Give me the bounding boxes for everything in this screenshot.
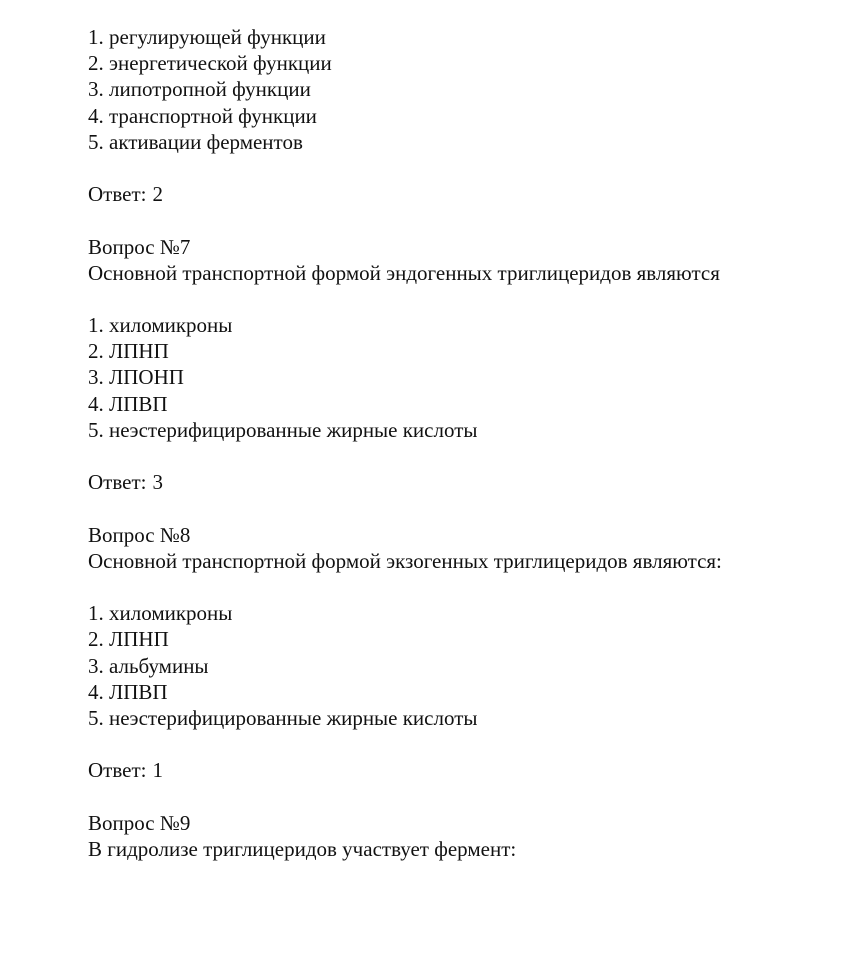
question-label: Вопрос №7: [88, 234, 191, 259]
question-block-7: [88, 234, 848, 496]
option-2: 2. ЛПНП: [88, 339, 169, 364]
spacer: [88, 155, 848, 181]
option-3: 3. альбумины: [88, 653, 209, 678]
spacer: [88, 574, 848, 600]
option-4: 4. ЛПВП: [88, 391, 168, 416]
option-1: 1. хиломикроны: [88, 601, 233, 626]
answer-line: [88, 757, 848, 783]
document-page: [88, 24, 848, 862]
answer-line: [88, 469, 848, 495]
question-label: Вопрос №8: [88, 522, 191, 547]
option-5: 5. активации ферментов: [88, 129, 303, 154]
question-block-8: [88, 522, 848, 784]
question-block-6: [88, 24, 848, 207]
question-label: Вопрос №9: [88, 810, 191, 835]
option-2: 2. энергетической функции: [88, 51, 332, 76]
option-3: 3. ЛПОНП: [88, 365, 184, 390]
answer-label: Ответ:: [88, 758, 147, 783]
answer-value: 1: [152, 758, 163, 783]
option-4: 4. ЛПВП: [88, 679, 168, 704]
option-1: 1. регулирующей функции: [88, 25, 326, 49]
question-text: В гидролизе триглицеридов участвует фермент:: [88, 836, 517, 861]
answer-line: [88, 181, 848, 207]
spacer: [88, 731, 848, 757]
spacer: [88, 783, 848, 809]
question-text: Основной транспортной формой эндогенных триглицеридов являются: [88, 260, 720, 285]
option-2: 2. ЛПНП: [88, 627, 169, 652]
option-3: 3. липотропной функции: [88, 77, 311, 102]
spacer: [88, 443, 848, 469]
answer-value: 3: [152, 470, 163, 495]
answer-label: Ответ:: [88, 182, 147, 207]
option-1: 1. хиломикроны: [88, 313, 233, 338]
question-block-9: [88, 810, 848, 862]
option-5: 5. неэстерифицированные жирные кислоты: [88, 417, 478, 442]
question-text: Основной транспортной формой экзогенных триглицеридов являются:: [88, 548, 722, 573]
option-4: 4. транспортной функции: [88, 103, 317, 128]
spacer: [88, 495, 848, 521]
option-5: 5. неэстерифицированные жирные кислоты: [88, 705, 478, 730]
spacer: [88, 207, 848, 233]
answer-value: 2: [152, 182, 163, 207]
spacer: [88, 286, 848, 312]
answer-label: Ответ:: [88, 470, 147, 495]
